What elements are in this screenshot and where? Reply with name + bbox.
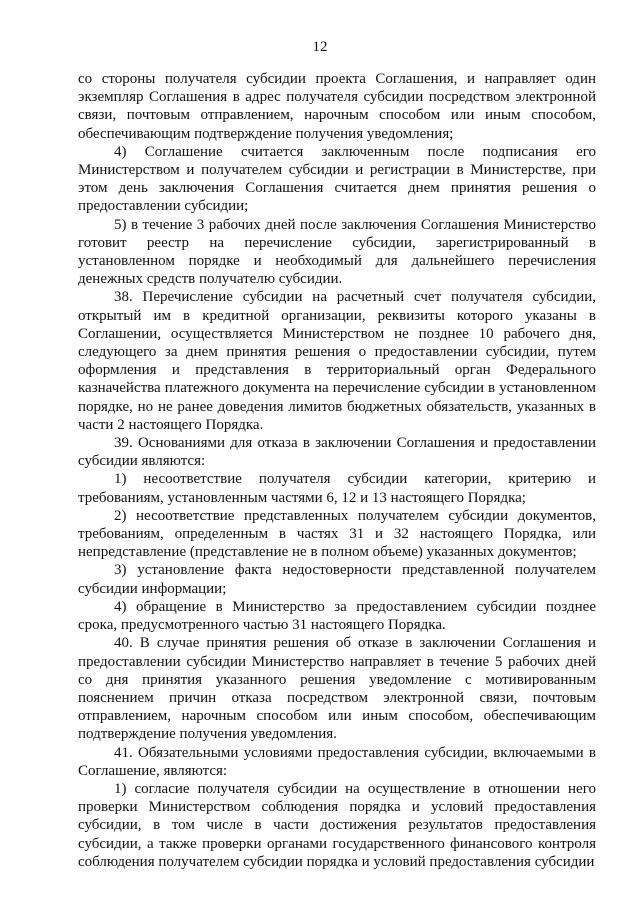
paragraph-item-5: 5) в течение 3 рабочих дней после заключения Соглашения Министерство готовит реестр на перечисление субсидии, зарегистрированный в установленном порядке и необходимый для дальнейшего перечисления денежных средств получателю субсидии.	[78, 216, 596, 288]
paragraph-continuation: со стороны получателя субсидии проекта Соглашения, и направляет один экземпляр Соглашения в адрес получателя субсидии посредством электронной связи, почтовым отправлением, нарочным способом или иным способом, обеспечивающим подтверждение получения уведомления;	[78, 71, 596, 142]
paragraph-39-item-2: 2) несоответствие представленных получателем субсидии документов, требованиям, определенным в частях 31 и 32 настоящего Порядка, или непредставление (представление не в полном объеме) указанных документов;	[78, 507, 596, 561]
paragraph-section-38: 38. Перечисление субсидии на расчетный счет получателя субсидии, открытый им в кредитной организации, реквизиты которого указаны в Соглашении, осуществляется Министерством не позднее 10 рабочего дня, следующего за днем принятия решения о предоставлении субсидии, путем оформления и представления в территориальный орган Федерального казначейства платежного документа на перечисление субсидии в установленном порядке, но не ранее доведения лимитов бюджетных обязательств, указанных в части 2 настоящего Порядка.	[78, 289, 596, 433]
paragraph-41-item-1: 1) согласие получателя субсидии на осуществление в отношении него проверки Министерством соблюдения порядка и условий предоставления субсидии, в том числе в части достижения результатов предоставления субсидии, а также проверки органами государственного финансового контроля соблюдения получателем субсидии порядка и условий предоставления субсидии	[78, 780, 596, 870]
paragraph-section-40: 40. В случае принятия решения об отказе в заключении Соглашения и предоставлении субсидии Министерство направляет в течение 5 рабочих дней со дня принятия указанного решения уведомление с мотивированным пояснением причин отказа посредством электронной связи, почтовым отправлением, нарочным способом или иным способом, обеспечивающим подтверждение получения уведомления.	[78, 635, 596, 743]
paragraph-item-4: 4) Соглашение считается заключенным после подписания его Министерством и получателем субсидии и регистрации в Министерстве, при этом день заключения Соглашения считается днем принятия решения о предоставлении субсидии;	[78, 143, 596, 215]
paragraph-39-item-1: 1) несоответствие получателя субсидии категории, критерию и требованиям, установленным частями 6, 12 и 13 настоящего Порядка;	[78, 471, 596, 506]
paragraph-39-item-3: 3) установление факта недостоверности представленной получателем субсидии информации;	[78, 562, 596, 597]
paragraph-39-item-4: 4) обращение в Министерство за предоставлением субсидии позднее срока, предусмотренного частью 31 настоящего Порядка.	[78, 598, 596, 634]
paragraph-section-39: 39. Основаниями для отказа в заключении Соглашения и предоставлении субсидии являются:	[78, 435, 596, 470]
document-body	[78, 70, 596, 871]
paragraph-section-41: 41. Обязательными условиями предоставления субсидии, включаемыми в Соглашение, являются:	[78, 744, 596, 779]
page-number: 12	[312, 39, 328, 55]
